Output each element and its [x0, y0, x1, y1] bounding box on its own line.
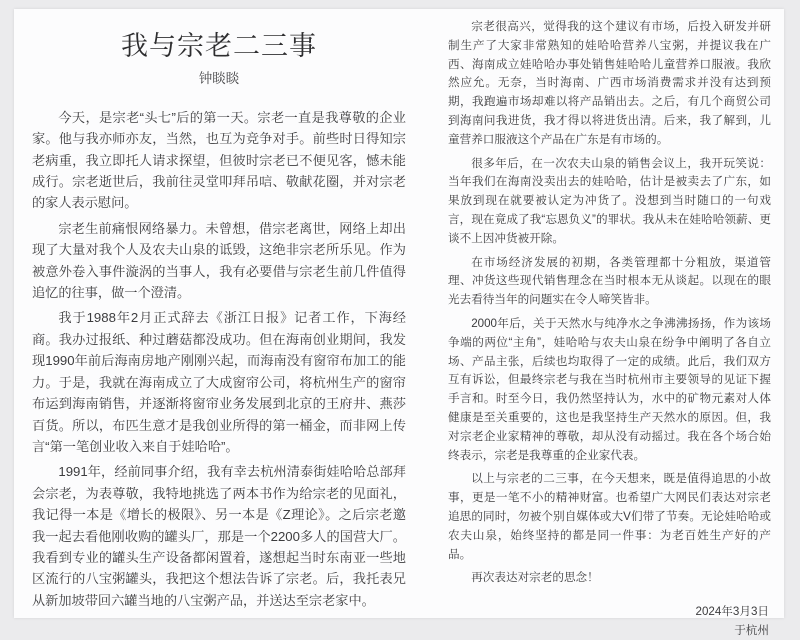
- article-title: 我与宗老二三事: [121, 31, 317, 61]
- paragraph-9: 以上与宗老的二三事，在今天想来，既是值得追思的小故事，更是一笔不小的精神财富。也希望广大网民们表达对宗老追思的同时，勿被个别自媒体或大V们带了节奏。无论娃哈哈或农夫山泉，始终坚持的都是同一件事：为老百姓生产好的产品。: [448, 472, 771, 561]
- paragraph-8: 2000年后，关于天然水与纯净水之争沸沸扬扬，作为该场争端的两位“主角”，娃哈哈与农夫山泉在纷争中阐明了各自立场、产品主张，后续也均取得了一定的成绩。此后，我们双方互有诉讼，但最终宗老与我在当时杭州市主要领导的见证下握手言和。时至今日，我仍然坚持认为，水中的矿物元素对人体健康是至关重要的，这也是我坚持生产天然水的原因。但，我对宗老企业家精神的尊敬，却从没有动摇过。我在各个场合始终表示，宗老是我尊重的企业家代表。: [448, 316, 771, 462]
- paragraph-7: 在市场经济发展的初期，各类管理都十分粗放，渠道管理、冲货这些现代销售理念在当时根本无从谈起。以现在的眼光去看待当年的问题实在令人啼笑皆非。: [448, 255, 771, 307]
- dateline: [448, 603, 771, 640]
- right-column: [448, 18, 771, 640]
- paragraph-6: 很多年后，在一次农夫山泉的销售会议上，我开玩笑说：当年我们在海南没卖出去的娃哈哈，估计是被卖去了广东，如果放到现在就要被认定为冲货了。没想到当时随口的一句戏言，现在竟成了我“忘恩负义”的罪状。我从未在娃哈哈领薪、更谈不上因冲货被开除。: [448, 156, 771, 245]
- closing-line: 再次表达对宗老的思念！: [471, 571, 599, 585]
- paragraph-3: 我于1988年2月正式辞去《浙江日报》记者工作，下海经商。我办过报纸、种过蘑菇都没成功。但在海南创业期间，我发现1990年前后海南房地产刚刚兴起，而海南没有窗帘布加工的能力。于是，我就在海南成立了大成窗帘公司，将杭州生产的窗帘布运到海南销售，并逐渐将窗帘业务发展到北京的王府井、燕莎百货。所以，布匹生意才是我创业所得的第一桶金，而非网上传言“第一笔创业收入来自于娃哈哈”。: [32, 310, 406, 454]
- paragraph-2: 宗老生前痛恨网络暴力。未曾想，借宗老离世，网络上却出现了大量对我个人及农夫山泉的诋毁，这绝非宗老所乐见。作为被意外卷入事件漩涡的当事人，我有必要借与宗老生前几件值得追忆的往事，做一个澄清。: [32, 220, 406, 301]
- left-column: [32, 9, 406, 611]
- paragraph-5: 宗老很高兴，觉得我的这个建议有市场，后投入研发并研制生产了大家非常熟知的娃哈哈营养八宝粥，并提议我在广西、海南成立娃哈哈办事处销售娃哈哈儿童营养口服液。我欣然应允。无奈，当时海南、广西市场消费需求并没有达到预期，我跑遍市场却难以将产品销出去。之后，有几个商贸公司到海南问我进货，我才得以将进货出清。后来，我了解到，儿童营养口服液这个产品在广东是有市场的。: [448, 20, 771, 146]
- document-page: [14, 9, 784, 637]
- date-text: 2024年3月3日: [695, 605, 769, 619]
- paragraph-4: 1991年，经前同事介绍，我有幸去杭州清泰街娃哈哈总部拜会宗老，为表尊敬，我特地挑选了两本书作为给宗老的见面礼，我记得一本是《增长的极限》、另一本是《Z理论》。之后宗老邀我一起去看他刚收购的罐头厂，那是一个2200多人的国营大厂。我看到专业的罐头生产设备都闲置着，遂想起当时东南亚一些地区流行的八宝粥罐头，我把这个想法告诉了宗老。后，我托表兄从新加坡带回六罐当地的八宝粥产品，并送达至宗老家中。: [32, 464, 406, 608]
- paragraph-1: 今天，是宗老“头七”后的第一天。宗老一直是我尊敬的企业家。他与我亦师亦友，当然，也互为竞争对手。前些时日得知宗老病重，我立即托人请求探望，但彼时宗老已不便见客，憾未能成行。宗老逝世后，我前往灵堂叩拜吊唁、敬献花圈，并对宗老的家人表示慰问。: [32, 109, 406, 211]
- article-author: 钟睒睒: [198, 71, 240, 87]
- place-text: 于杭州: [734, 623, 769, 637]
